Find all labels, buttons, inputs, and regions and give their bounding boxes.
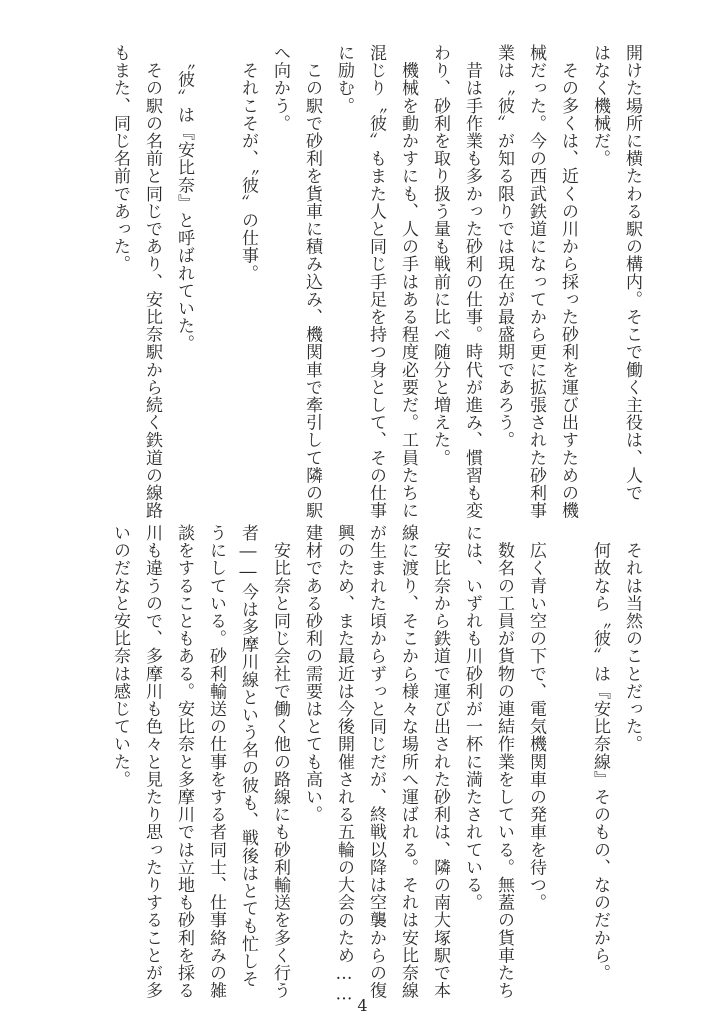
- text-column: 川も違うので、多摩川も色々と見たり思ったりすることが多: [142, 524, 162, 1000]
- text-column: 〝彼〟は『安比奈』と呼ばれていた。: [174, 44, 194, 353]
- text-column: この駅で砂利を貨車に積み込み、機関車で牽引して隣の駅: [302, 44, 322, 520]
- text-column: いのだなと安比奈は感じていた。: [110, 524, 130, 788]
- text-column: 機械を動かすにも、人の手はある程度必要だ。工員たちに: [398, 44, 418, 520]
- text-column: 何故なら〝彼〟は『安比奈線』そのもの、なのだから。: [590, 524, 610, 982]
- text-column: それは当然のことだった。: [622, 524, 642, 753]
- text-column: 数名の工員が貨物の連結作業をしている。無蓋の貨車たち: [494, 524, 514, 1000]
- text-column: その駅の名前と同じであり、安比奈駅から続く鉄道の線路: [142, 44, 162, 520]
- text-column: 談をすることもある。安比奈と多摩川では立地も砂利を採る: [174, 524, 194, 1000]
- text-column: 広く青い空の下で、電気機関車の発車を待つ。: [526, 524, 546, 912]
- text-column: [557, 524, 579, 994]
- text-column: それこそが、〝彼〟の仕事。: [238, 44, 258, 282]
- text-column: 建材である砂利の需要はとても高い。: [302, 524, 322, 824]
- text-column: 線に渡り、そこから様々な場所へ運ばれる。それは安比奈線: [398, 524, 418, 1000]
- text-column: が生まれた頃からずっと同じだが、終戦以降は空襲からの復: [366, 524, 386, 1000]
- text-block-bottom: [0, 524, 725, 1006]
- text-column: に励む。: [334, 44, 354, 115]
- text-column: 混じり〝彼〟もまた人と同じ手足を持つ身として、その仕事: [366, 44, 386, 520]
- text-block-top: [0, 44, 725, 520]
- text-column: はなく機械だ。: [590, 44, 610, 168]
- text-column: 業は〝彼〟が知る限りでは現在が最盛期であろう。: [494, 44, 514, 449]
- text-column: その多くは、近くの川から採った砂利を運び出すための機: [558, 44, 578, 520]
- text-column: [205, 44, 227, 514]
- text-column: 者――今は多摩川線という名の彼も、戦後はとても忙しそ: [238, 524, 258, 988]
- text-column: 械だった。今の西武鉄道になってから更に拡張された砂利事: [526, 44, 546, 520]
- page-number: 4: [357, 996, 368, 1015]
- text-column: 興のため、また最近は今後開催される五輪の大会のため……: [334, 524, 354, 1006]
- text-column: には、いずれも川砂利が一杯に満たされている。: [462, 524, 482, 912]
- text-column: 安比奈から鉄道で運び出された砂利は、隣の南大塚駅で本: [430, 524, 450, 1000]
- text-column: 開けた場所に横たわる駅の構内。そこで働く主役は、人で: [622, 44, 642, 502]
- text-column: 昔は手作業も多かった砂利の仕事。時代が進み、慣習も変: [462, 44, 482, 520]
- text-column: うにしている。砂利輸送の仕事をする者同士、仕事絡みの雑: [206, 524, 226, 1000]
- text-column: へ向かう。: [270, 44, 290, 132]
- text-column: もまた、同じ名前であった。: [110, 44, 130, 273]
- text-column: 安比奈と同じ会社で働く他の路線にも砂利輸送を多く行う: [270, 524, 290, 1000]
- text-column: わり、砂利を取り扱う量も戦前に比べ随分と増えた。: [430, 44, 450, 467]
